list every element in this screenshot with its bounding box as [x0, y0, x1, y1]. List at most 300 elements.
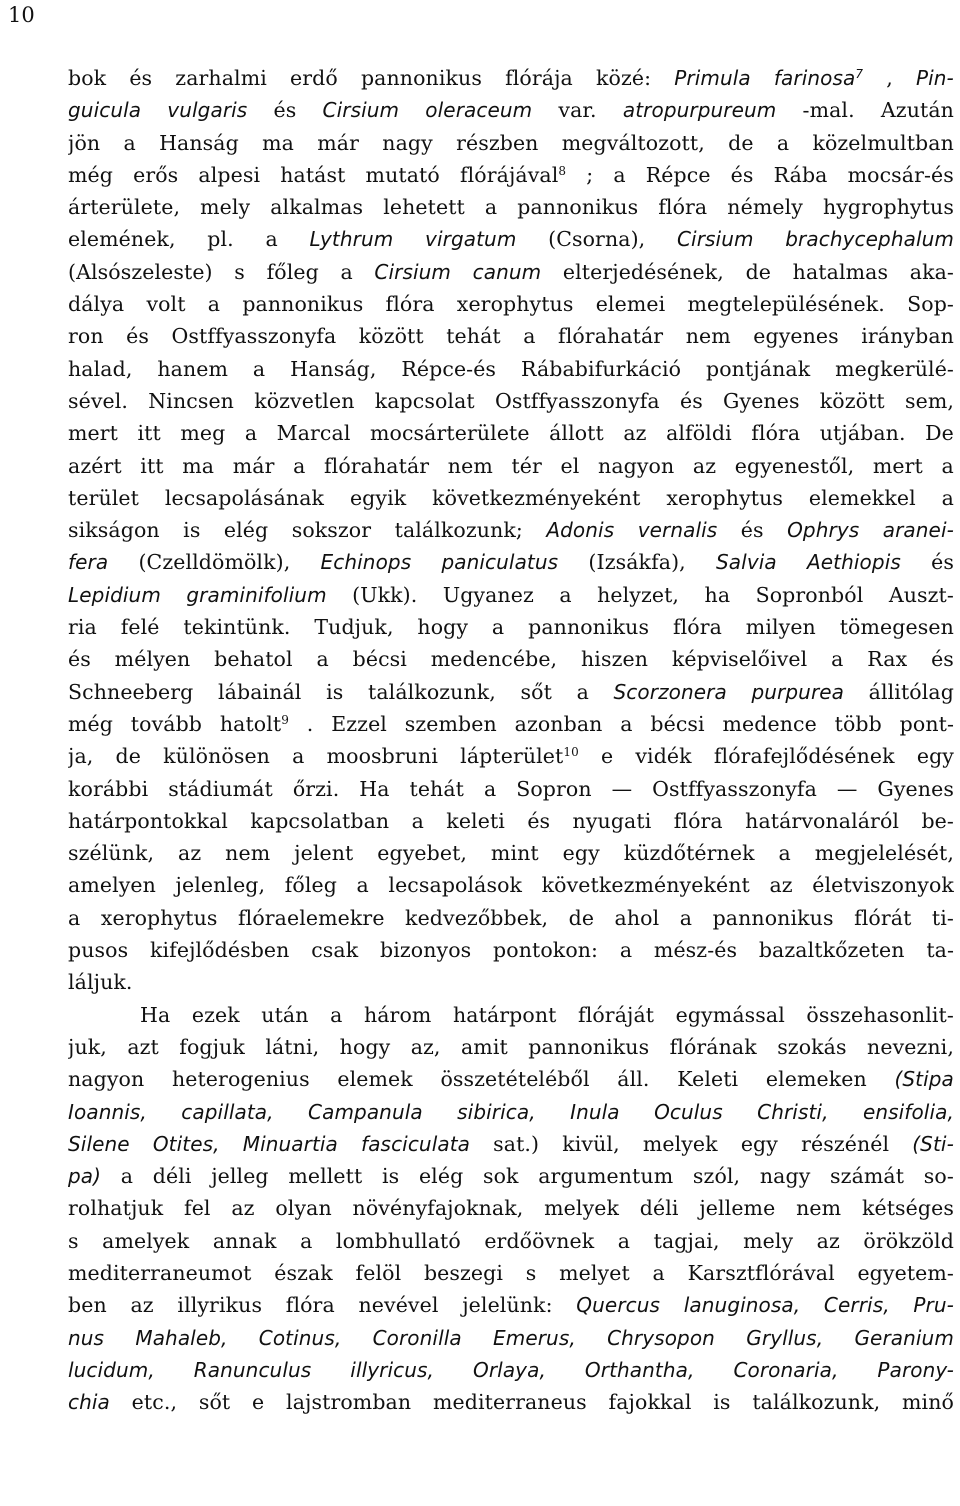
word: kétséges	[861, 1196, 954, 1221]
text-line	[68, 1289, 954, 1321]
word: felöl	[355, 1260, 402, 1285]
word: tehát	[446, 324, 501, 349]
word: tehát	[409, 776, 465, 801]
word: elemének,	[68, 227, 176, 252]
word: hogy	[339, 1034, 391, 1059]
word: Karsztflórával	[687, 1260, 835, 1285]
word: (Ukk).	[352, 582, 418, 607]
word: a	[941, 485, 954, 510]
text-line	[68, 127, 954, 159]
word: a	[356, 873, 369, 898]
text-line	[68, 223, 954, 255]
word: láljuk.	[68, 970, 133, 995]
word: flórahatár	[323, 453, 430, 478]
word: Marcal	[276, 421, 351, 446]
word: a	[776, 130, 790, 155]
italic-word: Lepidium	[68, 582, 161, 607]
word: minő	[902, 1390, 954, 1415]
text-line	[68, 385, 954, 417]
word: Ha	[140, 1002, 171, 1027]
text-line	[68, 1322, 954, 1354]
word: flóráját	[578, 1002, 655, 1027]
word: még	[68, 711, 113, 736]
text-line	[68, 740, 954, 772]
italic-word: paniculatus	[441, 550, 559, 575]
word: a	[292, 744, 305, 769]
text-line	[68, 966, 954, 998]
footnote-ref: 7	[855, 67, 864, 81]
word: flóra	[658, 195, 708, 220]
word: határvonaláról	[745, 808, 900, 833]
word: Ostffyasszonyfa	[494, 388, 660, 413]
word: elemekkel	[808, 485, 916, 510]
word: és	[126, 324, 149, 349]
word: itt	[140, 453, 164, 478]
word: ben	[68, 1293, 107, 1318]
word: (Alsószeleste)	[68, 259, 213, 284]
word: itt	[137, 421, 161, 446]
word: közelmultban	[812, 130, 954, 155]
word: heterogenius	[171, 1067, 310, 1092]
word: moosbruni	[326, 744, 439, 769]
italic-word: Orlaya,	[473, 1357, 546, 1382]
italic-word: vulgaris	[167, 98, 248, 123]
word: (Izsákfa),	[588, 550, 686, 575]
word: Sopron	[516, 776, 592, 801]
word: ma	[262, 130, 294, 155]
footnote-ref: 10	[563, 745, 579, 760]
word: annak	[212, 1228, 277, 1253]
text-line	[68, 159, 954, 191]
word: Nincsen	[148, 388, 234, 413]
text-line	[68, 708, 954, 740]
word: lombhullató	[335, 1228, 461, 1253]
word: kapcsolat	[374, 388, 475, 413]
word: argumentum	[538, 1164, 674, 1189]
word: hatást	[280, 162, 346, 187]
word: pontjának	[705, 356, 811, 381]
word: ,	[886, 66, 893, 90]
word: a	[484, 195, 498, 220]
word: a	[340, 259, 353, 284]
word: Rába	[773, 162, 828, 187]
word: ;	[586, 162, 594, 187]
word: flórafejlődésének	[713, 744, 895, 769]
word: a	[617, 1228, 631, 1253]
word: nagy	[759, 1164, 811, 1189]
word: egymással	[675, 1002, 785, 1027]
italic-word: Pin-	[915, 66, 954, 90]
italic-word: Primula	[674, 66, 751, 90]
word: bazaltkőzeten	[758, 938, 905, 963]
word: elemei	[595, 292, 666, 317]
word: jelleg	[211, 1164, 269, 1189]
word: is	[382, 1164, 400, 1189]
word: azért	[68, 453, 122, 478]
word: kapcsolatban	[250, 808, 390, 833]
word: melyet	[559, 1260, 630, 1285]
italic-word: fera	[68, 550, 109, 575]
word: sével.	[68, 388, 129, 413]
word: mely	[200, 195, 251, 220]
word: elemeken	[765, 1067, 867, 1092]
text-line	[68, 1386, 954, 1418]
word: nevével	[358, 1293, 439, 1318]
word: részben	[456, 130, 539, 155]
word: hiszen	[580, 647, 648, 672]
word: meg	[180, 421, 226, 446]
text-line	[68, 805, 954, 837]
word: közé:	[596, 66, 652, 90]
word: Gyenes	[877, 776, 954, 801]
word: s	[234, 259, 245, 284]
word: milyen	[745, 615, 816, 640]
word: flóra	[751, 421, 801, 446]
word: juk,	[68, 1034, 107, 1059]
word: több	[834, 711, 882, 736]
word: megjelelését,	[814, 841, 954, 866]
word: egy	[740, 1131, 778, 1156]
word: pontokon:	[493, 938, 599, 963]
word: mediterraneumot	[68, 1260, 252, 1285]
word: összehasonlit-	[806, 1002, 954, 1027]
italic-word: Oculus	[654, 1099, 723, 1124]
italic-word: Ophrys	[787, 518, 860, 543]
word: egy	[916, 744, 954, 769]
word: medencébe,	[430, 647, 558, 672]
word: mert	[68, 421, 119, 446]
word: tér	[511, 453, 542, 478]
word: medence	[722, 711, 817, 736]
word: a	[123, 130, 136, 155]
word: állott	[549, 421, 604, 446]
word: sőt	[198, 1390, 231, 1415]
word: találkozunk;	[394, 518, 523, 543]
word: már	[232, 453, 275, 478]
word: részénél	[801, 1131, 890, 1156]
word: pannonikus	[528, 1034, 650, 1059]
word: mert	[872, 453, 923, 478]
italic-word: Ioannis,	[68, 1099, 147, 1124]
word: Ostffyasszonyfa	[171, 324, 337, 349]
word: kedvezőbbek,	[405, 905, 549, 930]
word: a	[576, 679, 589, 704]
word: szemben	[404, 711, 497, 736]
word: jelleme	[699, 1196, 776, 1221]
word: el	[560, 453, 580, 478]
italic-word: atropurpureum	[622, 98, 777, 123]
word: hanem	[157, 356, 229, 381]
word: a	[679, 905, 693, 930]
word: megváltozott,	[561, 130, 705, 155]
word: terület	[68, 485, 139, 510]
word: nyugati	[572, 808, 652, 833]
word: irányban	[861, 324, 954, 349]
word: a	[293, 453, 306, 478]
italic-word: Cotinus,	[258, 1325, 342, 1350]
word: megtelepülésének.	[687, 292, 885, 317]
italic-word: Coronaria,	[733, 1357, 839, 1382]
word: már	[317, 130, 360, 155]
word: nem	[447, 453, 493, 478]
word: pannonikus	[242, 292, 364, 317]
word: pusos	[68, 938, 129, 963]
italic-word: Mahaleb,	[135, 1325, 228, 1350]
word: Hanság,	[290, 356, 377, 381]
word: bok	[68, 66, 107, 90]
word: a	[491, 615, 505, 640]
word: a	[207, 292, 221, 317]
word: tovább	[130, 711, 203, 736]
word: az	[231, 1196, 255, 1221]
text-line	[68, 1354, 954, 1386]
word: pannonikus	[712, 905, 834, 930]
word: Gyenes	[723, 388, 800, 413]
text-line	[68, 676, 954, 708]
word: után	[261, 1002, 309, 1027]
italic-word: lucidum,	[68, 1357, 155, 1382]
italic-word: Geranium	[854, 1325, 954, 1350]
word: mutató	[365, 162, 440, 187]
word: következményeként	[432, 485, 641, 510]
word: alföldi	[666, 421, 732, 446]
word: sikságon	[68, 518, 160, 543]
text-line	[68, 94, 954, 126]
word: Sop-	[907, 292, 954, 317]
word: elemek	[337, 1067, 413, 1092]
word: a	[941, 453, 954, 478]
text-line	[68, 1192, 954, 1224]
text-line	[68, 417, 954, 449]
word: felé	[120, 615, 160, 640]
italic-word: Cirsium	[374, 259, 452, 284]
word: szokás	[777, 1034, 847, 1059]
word: még	[68, 162, 113, 187]
word: Répce-és	[401, 356, 497, 381]
word: etc.,	[131, 1390, 178, 1415]
word: s	[525, 1260, 537, 1285]
word: flórának	[669, 1034, 757, 1059]
italic-word: Adonis	[546, 518, 615, 543]
word: bécsi	[650, 711, 705, 736]
italic-word: ensifolia,	[862, 1099, 954, 1124]
word: tekintünk.	[183, 615, 291, 640]
word: -mal.	[802, 98, 855, 123]
text-line	[68, 320, 954, 352]
italic-word: Lythrum	[309, 227, 394, 252]
word: fajokkal	[608, 1390, 692, 1415]
word: a	[120, 1164, 134, 1189]
word: a	[831, 647, 844, 672]
word: xerophytus	[456, 292, 574, 317]
word: a	[68, 905, 81, 930]
italic-word: fasciculata	[361, 1131, 470, 1156]
word: lecsapolásának	[164, 485, 325, 510]
italic-word: guicula	[68, 98, 142, 123]
word: egyenes	[753, 324, 839, 349]
word: találkozunk,	[368, 679, 496, 704]
word: zarhalmi	[175, 66, 267, 90]
word: a	[559, 582, 572, 607]
word: a	[244, 421, 258, 446]
text-line	[68, 546, 954, 578]
word: főleg	[266, 259, 319, 284]
word: mellett	[288, 1164, 363, 1189]
word: pannonikus	[528, 615, 650, 640]
word: De	[925, 421, 954, 446]
word: képviselőivel	[671, 647, 808, 672]
word: volt	[146, 292, 186, 317]
word: lápterület$^{10}$	[460, 744, 579, 769]
italic-word: Echinops	[320, 550, 412, 575]
word: a	[316, 647, 329, 672]
word: szélünk,	[68, 841, 155, 866]
italic-word: oleraceum	[425, 98, 533, 123]
word: az	[178, 841, 202, 866]
italic-word: Minuartia	[242, 1131, 338, 1156]
italic-word: Emerus,	[493, 1325, 576, 1350]
word: flórája	[505, 66, 573, 90]
word: stádiumát	[168, 776, 273, 801]
word: Sopronból	[755, 582, 864, 607]
word: az	[692, 453, 717, 478]
italic-word: Parony-	[877, 1357, 954, 1382]
word: megkerülé-	[835, 356, 954, 381]
word: látni,	[265, 1034, 320, 1059]
italic-word: Campanula	[308, 1099, 423, 1124]
word: összetételéből	[440, 1067, 590, 1092]
word: korábbi	[68, 776, 149, 801]
word: az,	[410, 1034, 441, 1059]
word: és	[931, 647, 954, 672]
word: amelyek	[102, 1228, 190, 1253]
word: a	[265, 227, 278, 252]
italic-word: vernalis	[637, 518, 718, 543]
word: ha	[704, 582, 731, 607]
word: flóra	[385, 292, 435, 317]
text-line	[68, 934, 954, 966]
text-line	[68, 579, 954, 611]
word: .	[306, 711, 314, 736]
italic-word: brachycephalum	[785, 227, 954, 252]
italic-word: aranei-	[882, 518, 954, 543]
italic-word: chia	[68, 1390, 110, 1415]
word: aka-	[909, 259, 954, 284]
word: életviszonyok	[812, 873, 954, 898]
word: elég	[418, 1164, 464, 1189]
word: az	[769, 873, 793, 898]
word: az	[623, 421, 647, 446]
word: fel	[184, 1196, 211, 1221]
word: a	[523, 324, 536, 349]
text-line	[68, 902, 954, 934]
italic-word: virgatum	[425, 227, 517, 252]
word: —	[611, 776, 633, 801]
word: egy	[562, 841, 600, 866]
text-line	[68, 62, 954, 94]
italic-word: Silene	[68, 1131, 130, 1156]
word: ta-	[926, 938, 954, 963]
word: a	[619, 938, 633, 963]
word: de	[568, 905, 595, 930]
word: lehetett	[383, 195, 465, 220]
word: elég	[223, 518, 269, 543]
word: flórahatár	[558, 324, 664, 349]
text-line	[68, 1031, 954, 1063]
italic-word: (Sti-	[912, 1131, 954, 1156]
word: so-	[923, 1164, 954, 1189]
italic-word: Scorzonera	[613, 679, 727, 704]
word: rolhatjuk	[68, 1196, 164, 1221]
text-line	[68, 353, 954, 385]
word: Rábabifurkáció	[520, 356, 682, 381]
word: pl.	[207, 227, 234, 252]
italic-word: Coronilla	[372, 1325, 462, 1350]
text-line	[68, 1128, 954, 1160]
word: tömegesen	[839, 615, 954, 640]
word: pannonikus	[360, 66, 482, 90]
word: küzdőtérnek	[623, 841, 755, 866]
word: és	[129, 66, 153, 90]
word: főleg	[284, 873, 337, 898]
word: egyetem-	[857, 1260, 954, 1285]
word: a	[300, 1228, 313, 1253]
word: de	[115, 744, 142, 769]
word: jelent	[294, 841, 354, 866]
word: és	[730, 162, 754, 187]
word: ma	[182, 453, 215, 478]
word: jön	[68, 130, 101, 155]
word: jelelünk:	[462, 1293, 553, 1318]
italic-word: purpurea	[751, 679, 845, 704]
word: utjában.	[819, 421, 906, 446]
word: sat.)	[493, 1131, 540, 1156]
word: észak	[274, 1260, 333, 1285]
word: áll.	[617, 1067, 650, 1092]
word: a	[620, 711, 633, 736]
word: a	[483, 776, 497, 801]
page-number: 10	[8, 3, 35, 27]
word: és	[931, 550, 954, 575]
word: halad,	[68, 356, 133, 381]
italic-word: Aethiopis	[807, 550, 901, 575]
word: vidék	[635, 744, 692, 769]
word: és	[740, 518, 764, 543]
word: kivül,	[562, 1131, 620, 1156]
word: némely	[727, 195, 803, 220]
word: az	[130, 1293, 154, 1318]
word: flóra	[672, 615, 722, 640]
word: három	[363, 1002, 432, 1027]
word: azonban	[514, 711, 603, 736]
word: ria	[68, 615, 97, 640]
word: mélyen	[114, 647, 191, 672]
italic-word: Otites,	[152, 1131, 220, 1156]
word: találkozunk,	[752, 1390, 881, 1415]
word: Auszt-	[888, 582, 954, 607]
italic-word: Cirsium	[322, 98, 400, 123]
word: nem	[685, 324, 731, 349]
word: lecsapolások	[388, 873, 523, 898]
word: sok	[482, 1164, 519, 1189]
word: Rax	[867, 647, 908, 672]
italic-word: Chrysopon	[607, 1325, 715, 1350]
text-line	[68, 773, 954, 805]
word: egyik	[349, 485, 407, 510]
word: e	[601, 744, 614, 769]
word: amit	[460, 1034, 508, 1059]
word: sem,	[904, 388, 954, 413]
